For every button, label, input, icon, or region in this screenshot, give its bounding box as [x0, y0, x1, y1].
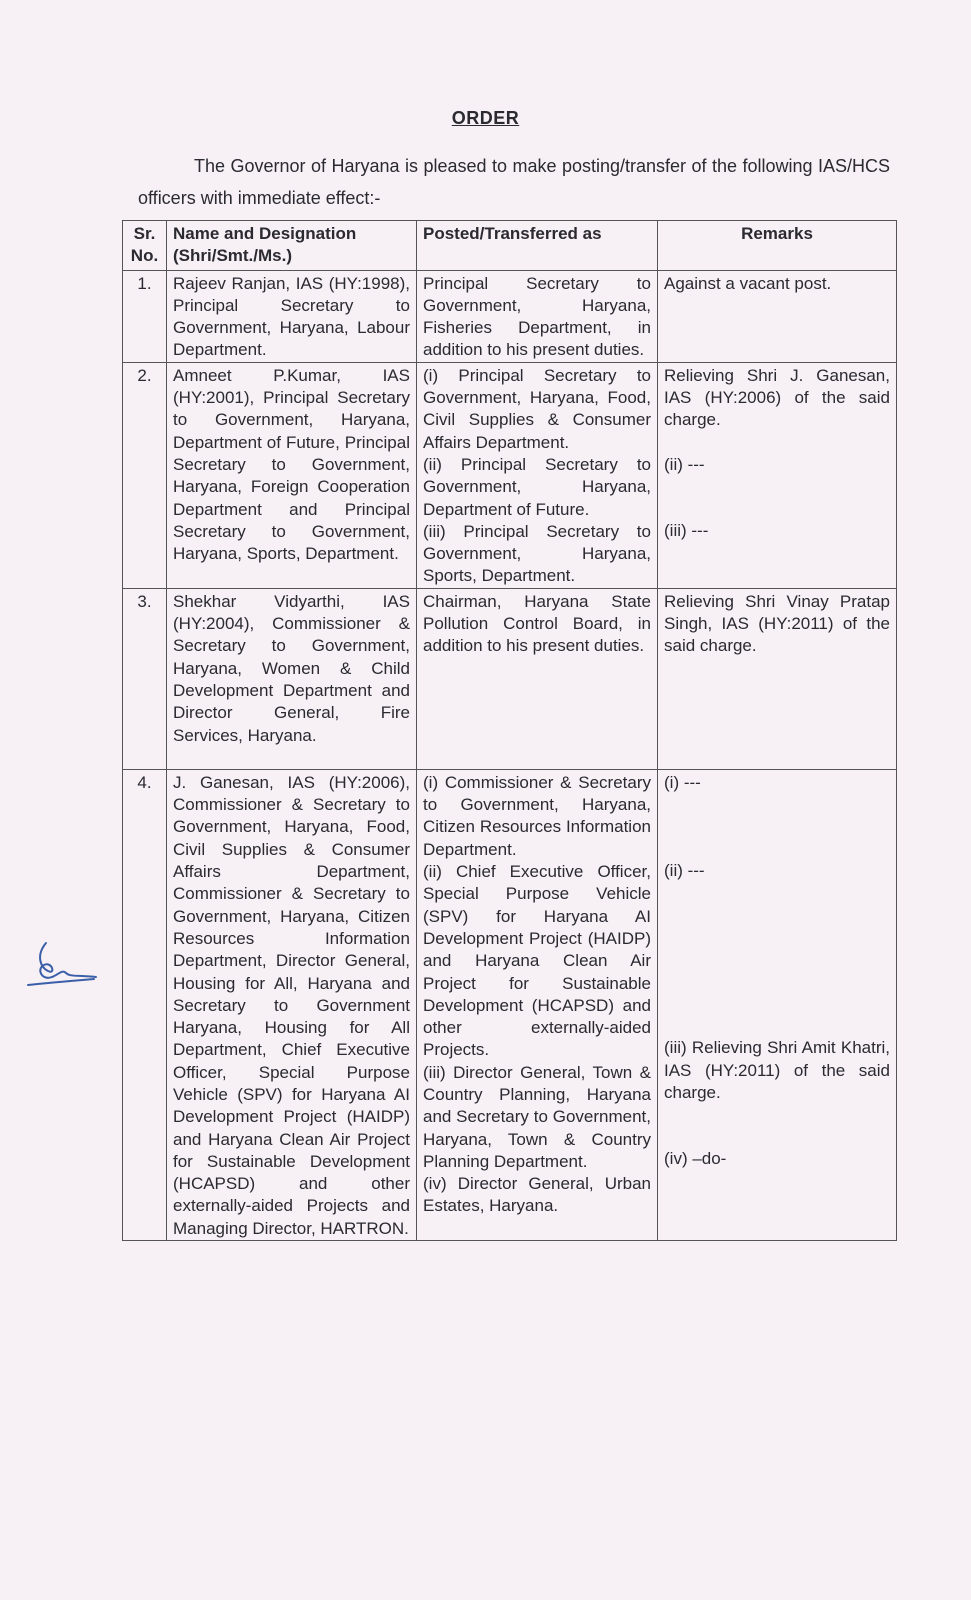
row-name-designation: Rajeev Ranjan, IAS (HY:1998), Principal Secretary to Government, Haryana, Labour Department. [167, 270, 417, 362]
row-posted-as [417, 362, 658, 588]
posted-item: (iii) Director General, Town & Country Planning, Haryana and Secretary to Government, Haryana, Town & Country Planning Department. [423, 1062, 651, 1171]
posted-item: (i) Principal Secretary to Government, Haryana, Food, Civil Supplies & Consumer Affairs Department. [423, 365, 651, 452]
table-row [123, 270, 897, 362]
row-posted-as [417, 588, 658, 769]
order-intro: The Governor of Haryana is pleased to make posting/transfer of the following IAS/HCS officers with immediate effect:- [138, 156, 890, 208]
remark-item: (ii) --- [664, 861, 705, 881]
row-name-designation: Shekhar Vidyarthi, IAS (HY:2004), Commissioner & Secretary to Government, Haryana, Women & Child Development Department and Director General, Fire Services, Haryana. [167, 588, 417, 769]
table-header-row [123, 221, 897, 271]
header-name-designation: Name and Designation (Shri/Smt./Ms.) [167, 221, 417, 271]
remark-item: (iii) --- [664, 520, 709, 540]
row-remarks [658, 270, 897, 362]
row-sr-no: 1. [123, 270, 167, 362]
signature-mark [22, 935, 100, 995]
remark-item: (ii) --- [664, 454, 705, 474]
header-remarks: Remarks [658, 221, 897, 271]
posted-item: (ii) Chief Executive Officer, Special Purpose Vehicle (SPV) for Haryana AI Development Project (HAIDP) and Haryana Clean Air Project for Sustainable Development (HCAPSD) and other externally-aided Projects. [423, 862, 651, 1060]
order-heading: ORDER [451, 108, 520, 128]
row-remarks [658, 588, 897, 769]
row-sr-no: 3. [123, 588, 167, 769]
remark-item: (i) --- [664, 772, 701, 792]
header-sr-no: Sr. No. [123, 221, 167, 271]
header-posted-transferred: Posted/Transferred as [417, 221, 658, 271]
remark-item: (iv) –do- [664, 1149, 727, 1169]
posting-table [122, 220, 897, 1241]
posted-item: (iii) Principal Secretary to Government, Haryana, Sports, Department. [423, 521, 651, 586]
row-remarks [658, 769, 897, 1240]
table-row [123, 588, 897, 769]
row-remarks [658, 362, 897, 588]
row-name-designation: J. Ganesan, IAS (HY:2006), Commissioner & Secretary to Government, Haryana, Food, Civil Supplies & Consumer Affairs Department, Commissioner & Secretary to Government, Haryana, Citizen Resources Information Department, Director General, Housing for All, Haryana and Secretary to Government Haryana, Housing for All Department, Chief Executive Officer, Special Purpose Vehicle (SPV) for Haryana AI Development Project (HAIDP) and Haryana Clean Air Project for Sustainable Development (HCAPSD) and other externally-aided Projects and Managing Director, HARTRON. [167, 769, 417, 1240]
row-sr-no: 2. [123, 362, 167, 588]
posted-item: (ii) Principal Secretary to Government, Haryana, Department of Future. [423, 454, 651, 519]
table-row [123, 769, 897, 1240]
posted-item: Chairman, Haryana State Pollution Control Board, in addition to his present duties. [423, 591, 651, 656]
row-sr-no: 4. [123, 769, 167, 1240]
remark-item: Against a vacant post. [664, 273, 832, 293]
row-posted-as [417, 769, 658, 1240]
table-row [123, 362, 897, 588]
posted-item: (i) Commissioner & Secretary to Government, Haryana, Citizen Resources Information Department. [423, 772, 651, 859]
row-posted-as [417, 270, 658, 362]
remark-item: Relieving Shri Vinay Pratap Singh, IAS (HY:2011) of the said charge. [664, 591, 890, 656]
remark-item: Relieving Shri J. Ganesan, IAS (HY:2006) of the said charge. [664, 365, 890, 430]
posted-item: Principal Secretary to Government, Haryana, Fisheries Department, in addition to his present duties. [423, 273, 651, 360]
remark-item: (iii) Relieving Shri Amit Khatri, IAS (HY:2011) of the said charge. [664, 1038, 890, 1103]
row-name-designation: Amneet P.Kumar, IAS (HY:2001), Principal Secretary to Government, Haryana, Department of Future, Principal Secretary to Government, Haryana, Foreign Cooperation Department and Principal Secretary to Government, Haryana, Sports, Department. [167, 362, 417, 588]
posted-item: (iv) Director General, Urban Estates, Haryana. [423, 1174, 651, 1216]
